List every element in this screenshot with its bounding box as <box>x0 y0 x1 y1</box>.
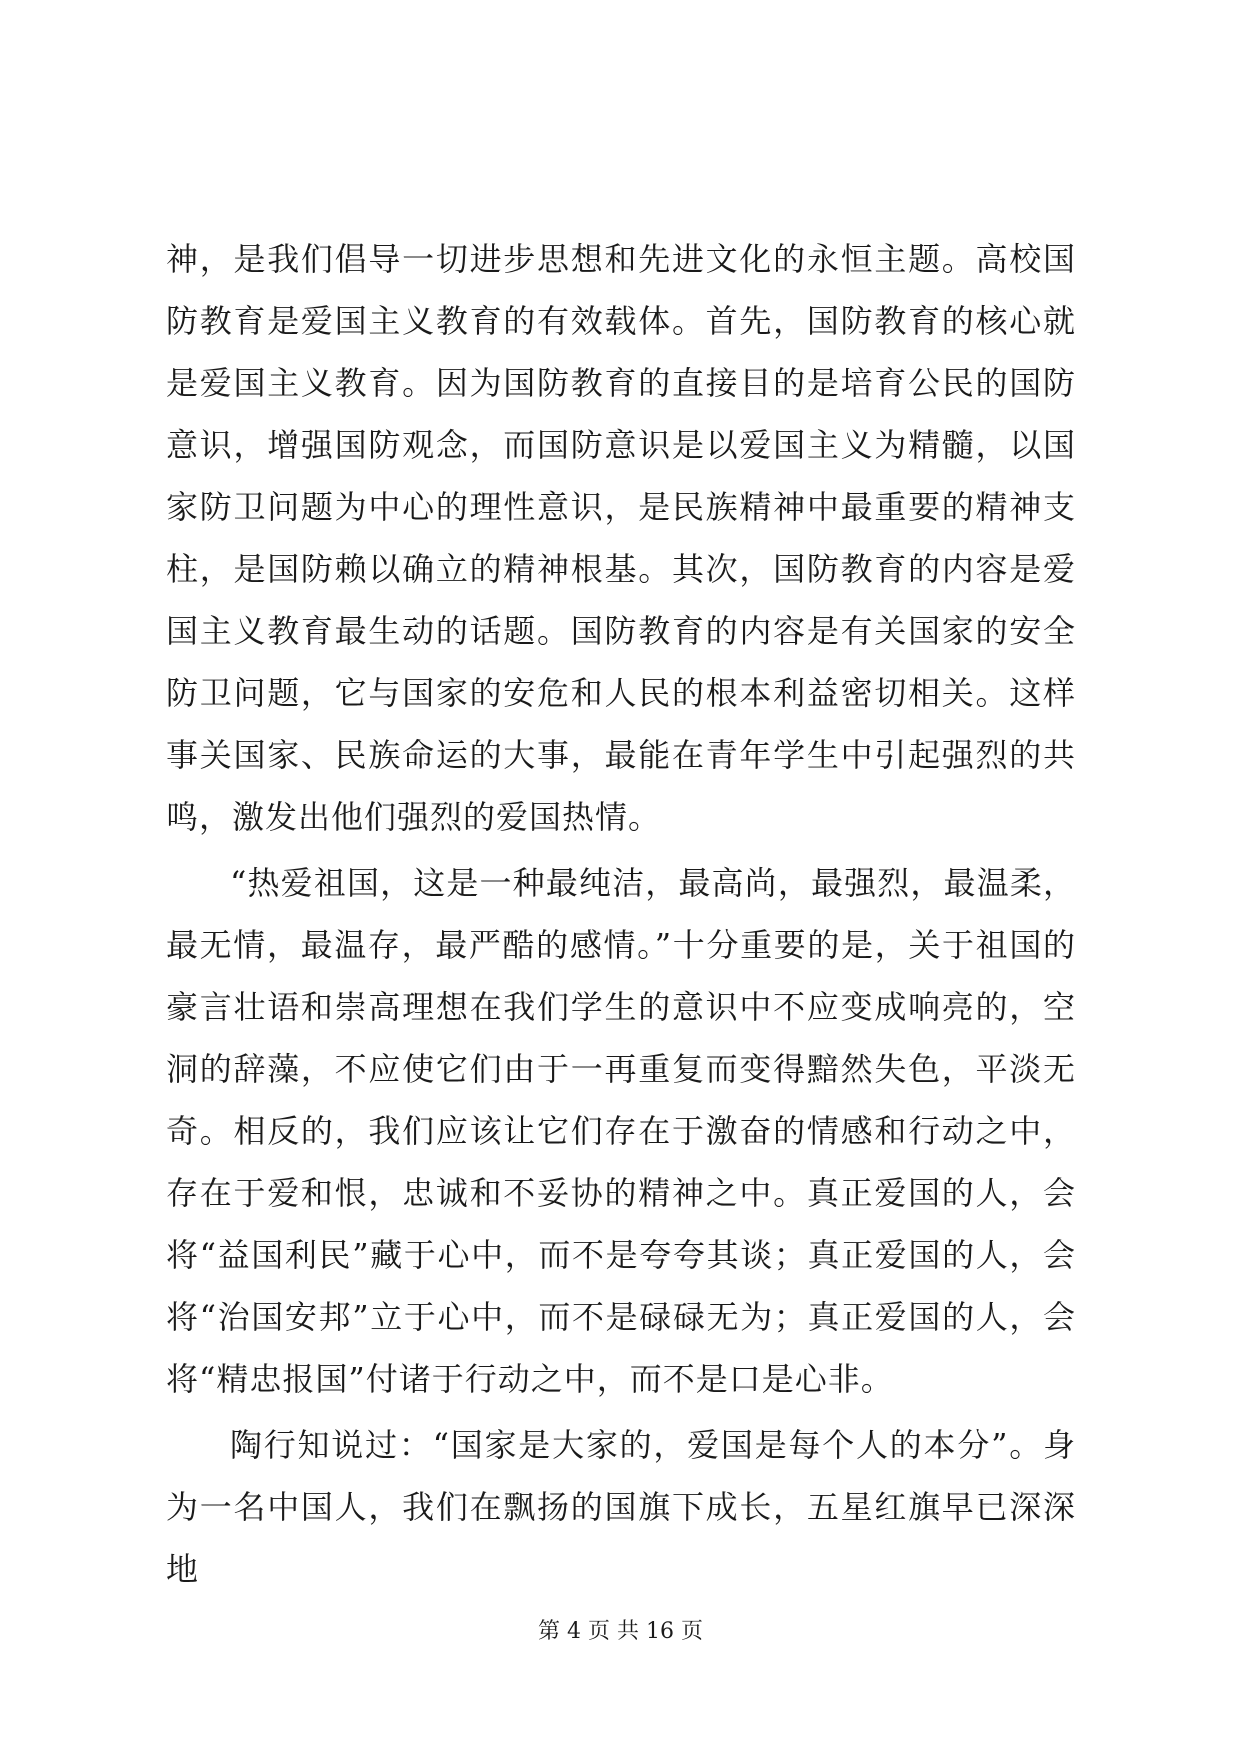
page-number-label: 第 4 页 共 16 页 <box>538 1619 703 1644</box>
paragraph-3: 陶行知说过：“国家是大家的，爱国是每个人的本分”。身为一名中国人，我们在飘扬的国旗下成长，五星红旗早已深深地 <box>166 1426 1076 1588</box>
paragraph-2: “热爱祖国，这是一种最纯洁，最高尚，最强烈，最温柔，最无情，最温存，最严酷的感情。”十分重要的是，关于祖国的豪言壮语和崇高理想在我们学生的意识中不应变成响亮的，空洞的辞藻，不应使它们由于一再重复而变得黯然失色，平淡无奇。相反的，我们应该让它们存在于激奋的情感和行动之中，存在于爱和恨，忠诚和不妥协的精神之中。真正爱国的人，会将“益国利民”藏于心中，而不是夸夸其谈；真正爱国的人，会将“治国安邦”立于心中，而不是碌碌无为；真正爱国的人，会将“精忠报国”付诸于行动之中，而不是口是心非。 <box>166 864 1076 1398</box>
paragraph-1: 神，是我们倡导一切进步思想和先进文化的永恒主题。高校国防教育是爱国主义教育的有效载体。首先，国防教育的核心就是爱国主义教育。因为国防教育的直接目的是培育公民的国防意识，增强国防观念，而国防意识是以爱国主义为精髓，以国家防卫问题为中心的理性意识，是民族精神中最重要的精神支柱，是国防赖以确立的精神根基。其次，国防教育的内容是爱国主义教育最生动的话题。国防教育的内容是有关国家的安全防卫问题，它与国家的安危和人民的根本利益密切相关。这样事关国家、民族命运的大事，最能在青年学生中引起强烈的共鸣，激发出他们强烈的爱国热情。 <box>166 240 1076 836</box>
document-body <box>166 228 1076 1600</box>
page-footer <box>0 1614 1241 1645</box>
